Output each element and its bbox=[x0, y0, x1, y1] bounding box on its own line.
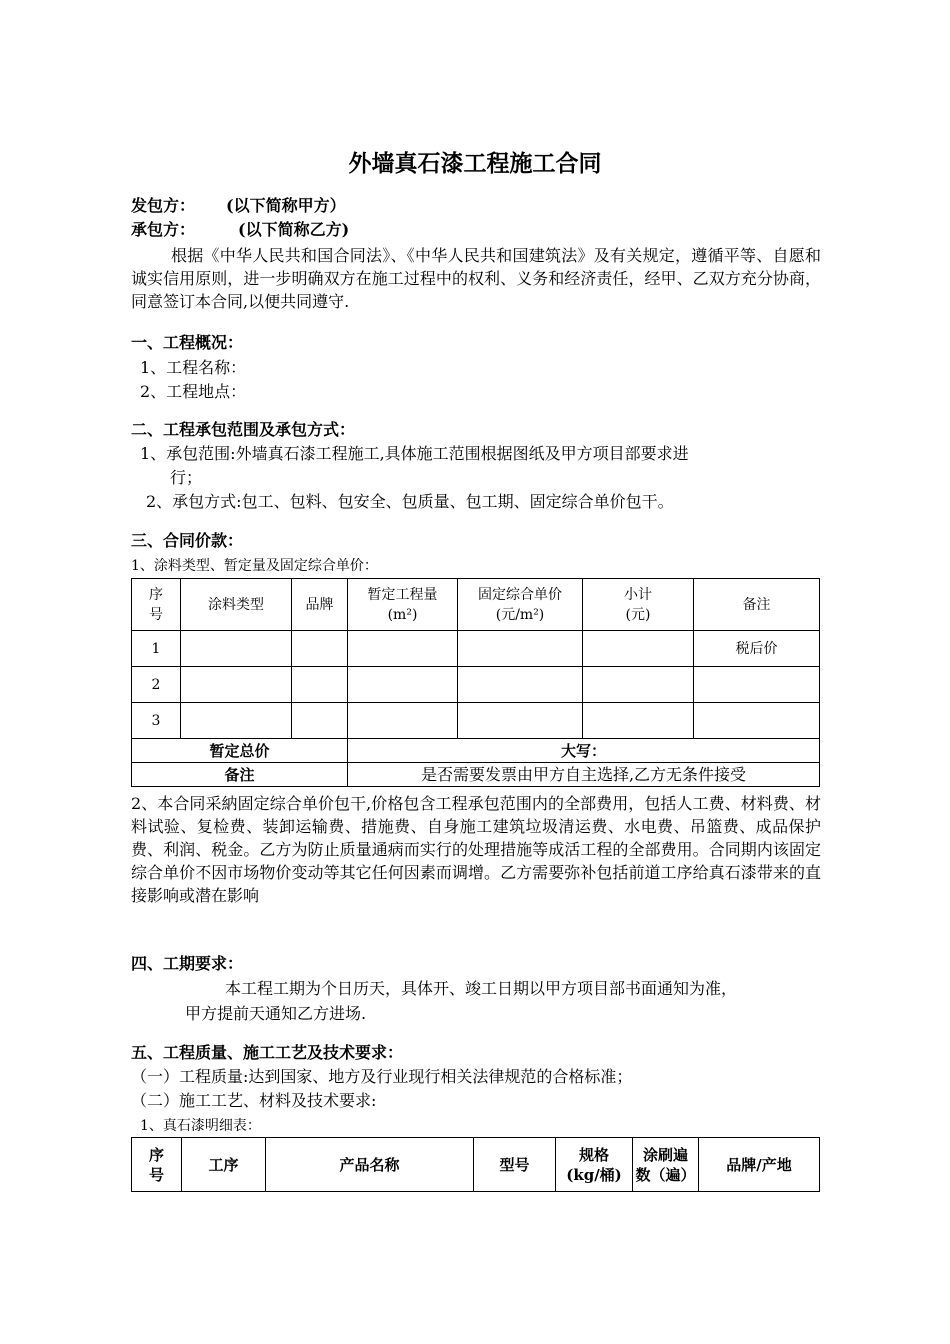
process-item: （二）施工工艺、材料及技术要求: bbox=[131, 1091, 377, 1110]
employer-note: (以下简称甲方） bbox=[226, 196, 346, 215]
header-process: 工序 bbox=[182, 1138, 266, 1192]
cell-remark bbox=[694, 703, 820, 739]
cell-subtotal bbox=[583, 667, 694, 703]
cell-quantity bbox=[348, 667, 458, 703]
section2-heading: 二、工程承包范围及承包方式： bbox=[131, 420, 356, 439]
header-seq: 序 号 bbox=[132, 579, 181, 631]
header-product-name: 产品名称 bbox=[266, 1138, 474, 1192]
remark-row bbox=[132, 763, 820, 787]
cell-quantity bbox=[348, 631, 458, 667]
header-unit-price: 固定综合单价 (元/m²) bbox=[458, 579, 583, 631]
header-coats: 涂刷遍 数（遍） bbox=[633, 1138, 699, 1192]
remark-label: 备注 bbox=[132, 763, 348, 787]
table-row bbox=[132, 703, 820, 739]
total-value: 大写： bbox=[348, 739, 820, 763]
coating-price-table bbox=[131, 578, 820, 787]
header-remark: 备注 bbox=[694, 579, 820, 631]
cell-quantity bbox=[348, 703, 458, 739]
cell-brand bbox=[292, 703, 348, 739]
total-row bbox=[132, 739, 820, 763]
header-spec: 规格 (kg/桶) bbox=[556, 1138, 633, 1192]
remark-value: 是否需要发票由甲方自主选择,乙方无条件接受 bbox=[348, 763, 820, 787]
section4-heading: 四、工期要求： bbox=[131, 954, 244, 973]
coating-table-header bbox=[132, 579, 820, 631]
cell-brand bbox=[292, 667, 348, 703]
stone-paint-table-caption: 1、真石漆明细表： bbox=[140, 1118, 261, 1134]
pricing-paragraph: 2、本合同采納固定综合单价包干,价格包含工程承包范围内的全部费用，包括人工费、材料费、材料试验、复检费、装卸运输费、措施费、自身施工建筑垃圾清运费、水电费、吊篮费、成品保护费、利润、税金。乙方为防止质量通病而实行的处理措施等成活工程的全部费用。合同期内该固定综合单价不因市场物价变动等其它任何因素而调增。乙方需要弥补包括前道工序给真石漆带来的直接影响或潜在影响 bbox=[131, 794, 821, 905]
contractor-note: (以下简称乙方) bbox=[238, 220, 350, 239]
scope-line1: 1、承包范围:外墙真石漆工程施工,具体施工范围根据图纸及甲方项目部要求进 bbox=[140, 444, 689, 463]
stone-paint-table-header bbox=[132, 1138, 820, 1192]
contractor-label: 承包方： bbox=[131, 220, 196, 239]
cell-seq: 2 bbox=[132, 667, 181, 703]
header-brand-origin: 品牌/产地 bbox=[699, 1138, 820, 1192]
cell-unit-price bbox=[458, 631, 583, 667]
cell-subtotal bbox=[583, 631, 694, 667]
cell-seq: 3 bbox=[132, 703, 181, 739]
employer-label: 发包方： bbox=[131, 196, 196, 215]
header-model: 型号 bbox=[474, 1138, 556, 1192]
cell-brand bbox=[292, 631, 348, 667]
header-subtotal: 小计 (元) bbox=[583, 579, 694, 631]
cell-remark bbox=[694, 667, 820, 703]
cell-unit-price bbox=[458, 667, 583, 703]
intro-paragraph: 根据《中华人民共和国合同法》、《中华人民共和国建筑法》及有关规定，遵循平等、自愿和诚实信用原则，进一步明确双方在施工过程中的权利、义务和经济责任，经甲、乙双方充分协商，同意签订本合同,以便共同遵守. bbox=[131, 246, 821, 311]
table-row bbox=[132, 631, 820, 667]
cell-seq: 1 bbox=[132, 631, 181, 667]
table-row bbox=[132, 667, 820, 703]
section1-heading: 一、工程概况： bbox=[131, 333, 244, 352]
stone-paint-table bbox=[131, 1137, 820, 1192]
section3-heading: 三、合同价款： bbox=[131, 531, 244, 550]
header-brand: 品牌 bbox=[292, 579, 348, 631]
quality-item: （一）工程质量:达到国家、地方及行业现行相关法律规范的合格标准； bbox=[131, 1067, 633, 1086]
project-location-label: 2、工程地点： bbox=[140, 382, 247, 401]
cell-subtotal bbox=[583, 703, 694, 739]
document-title: 外墙真石漆工程施工合同 bbox=[348, 150, 602, 177]
cell-unit-price bbox=[458, 703, 583, 739]
project-name-label: 1、工程名称： bbox=[140, 358, 247, 377]
scope-line2: 行； bbox=[170, 468, 203, 487]
total-label: 暂定总价 bbox=[132, 739, 348, 763]
schedule-line1: 本工程工期为个日历天，具体开、竣工日期以甲方项目部书面通知为准， bbox=[225, 979, 738, 998]
cell-coating-type bbox=[181, 703, 292, 739]
cell-remark: 税后价 bbox=[694, 631, 820, 667]
header-coating-type: 涂料类型 bbox=[181, 579, 292, 631]
section5-heading: 五、工程质量、施工工艺及技术要求： bbox=[131, 1043, 404, 1062]
coating-table-caption: 1、涂料类型、暂定量及固定综合单价： bbox=[131, 558, 378, 574]
header-seq: 序 号 bbox=[132, 1138, 182, 1192]
contract-method: 2、承包方式:包工、包料、包安全、包质量、包工期、固定综合单价包干。 bbox=[146, 492, 674, 511]
cell-coating-type bbox=[181, 667, 292, 703]
schedule-line2: 甲方提前天通知乙方进场. bbox=[185, 1004, 367, 1023]
header-quantity: 暂定工程量 (m²) bbox=[348, 579, 458, 631]
cell-coating-type bbox=[181, 631, 292, 667]
